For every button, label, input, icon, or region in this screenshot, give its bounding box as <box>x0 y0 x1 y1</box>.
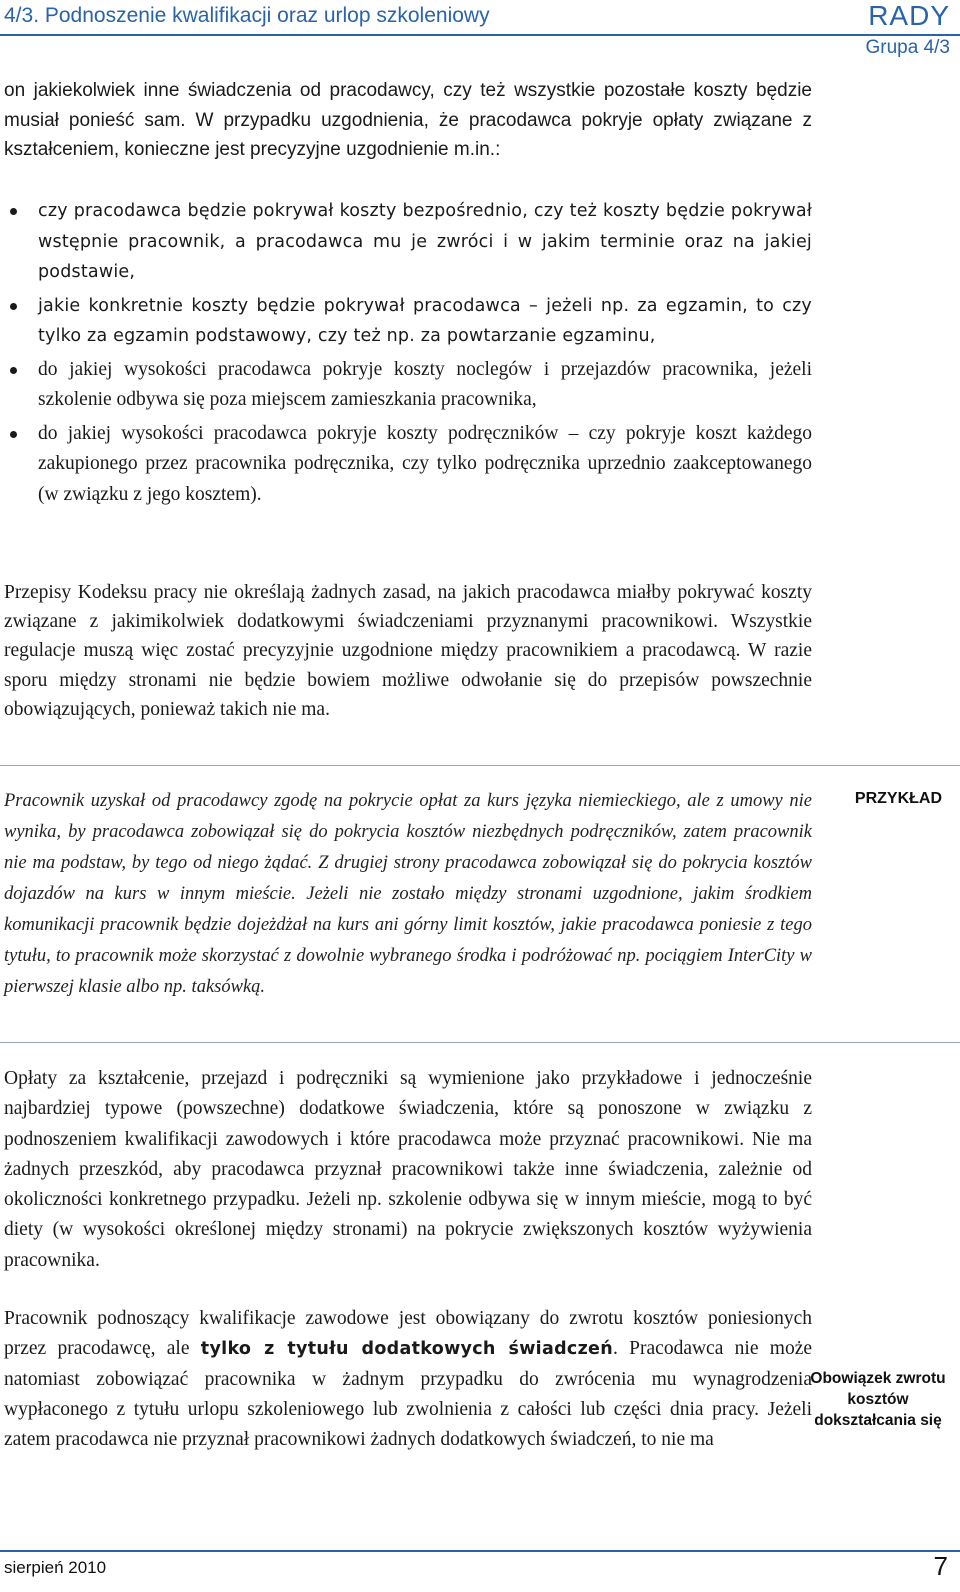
bullet-icon <box>10 303 17 310</box>
list-item-text: do jakiej wysokości pracodawca pokryje koszty noclegów i przejazdów pracownika, jeżeli szkolenie odbywa się poza miejscem zamieszkania pracownika, <box>38 358 812 410</box>
footer-divider <box>0 1550 960 1552</box>
obligation-text-end: . Pracodawca nie może natomiast zobowiązać pracownika w żadnym przypadku do zwrócenia mu wynagrodzenia wypłaconego z tytułu urlopu szkoleniowego lub zwolnienia z całości lub części dnia pracy. Jeżeli zatem pracodawca nie przyznał pracownikowi żadnych dodatkowych świadczeń, to nie ma <box>4 1338 812 1451</box>
bullet-icon <box>10 208 17 215</box>
obligation-paragraph <box>4 1304 812 1455</box>
obligation-emphasis: tylko z tytułu dodatkowych świadczeń <box>200 1339 613 1360</box>
example-label: PRZYKŁAD <box>854 790 942 807</box>
list-item <box>4 291 812 352</box>
example-text: Pracownik uzyskał od pracodawcy zgodę na pokrycie opłat za kurs języka niemieckiego, ale z umowy nie wynika, by pracodawca zobowiązał się do pokrycia kosztów niezbędnych podręczników, zatem pracownik nie ma podstaw, by tego od niego żądać. Z drugiej strony pracodawca zobowiązał się do pokrycia kosztów dojazdów na kurs w innym mieście. Jeżeli nie zostało między stronami uzgodnione, jakim środkiem komunikacji pracownik będzie dojeżdżał na kurs ani górny limit kosztów, jakie pracodawca poniesie z tego tytułu, to pracownik może skorzystać z dowolnie wybranego środka i podróżować np. pociągiem InterCity w pierwszej klasie albo np. taksówką. <box>4 791 812 997</box>
margin-note: Obowiązek zwrotu kosztów dokształcania się <box>810 1370 946 1429</box>
obligation-text-start: Pracownik podnoszący kwalifikacje zawodowe jest obowiązany do zwrotu kosztów poniesionych przez pracodawcę, ale <box>4 1308 812 1360</box>
header-divider <box>0 34 960 36</box>
intro-paragraph: on jakiekolwiek inne świadczenia od pracodawcy, czy też wszystkie pozostałe koszty będzie musiał ponieść sam. W przypadku uzgodnienia, że pracodawca pokryje opłaty związane z kształceniem, konieczne jest precyzyjne uzgodnienie m.in.: <box>4 80 812 160</box>
list-item <box>4 355 812 416</box>
section-title: 4/3. Podnoszenie kwalifikacji oraz urlop szkoleniowy <box>4 4 490 27</box>
list-item-text: jakie konkretnie koszty będzie pokrywał pracodawca – jeżeli np. za egzamin, to czy tylko za egzamin podstawowy, czy też np. za powtarzanie egzaminu, <box>38 295 812 346</box>
page-number: 7 <box>933 1551 948 1581</box>
bullet-icon <box>10 367 17 374</box>
footer-date: sierpień 2010 <box>4 1558 107 1577</box>
group-label: Grupa 4/3 <box>865 37 950 58</box>
section-divider <box>0 765 960 766</box>
brand-name: RADY <box>868 0 950 31</box>
list-item <box>4 196 812 288</box>
bullet-icon <box>10 431 17 438</box>
list-item-text: do jakiej wysokości pracodawca pokryje koszty podręczników – czy pokryje koszt każdego zakupionego przez pracownika podręcznika, czy tylko podręcznika uprzednio zaakceptowanego (w związku z jego kosztem). <box>38 422 812 505</box>
regulations-paragraph: Przepisy Kodeksu pracy nie określają żadnych zasad, na jakich pracodawca miałby pokrywać koszty związane z jakimikolwiek dodatkowymi świadczeniami przyznanymi pracownikowi. Wszystkie regulacje muszą więc zostać precyzyjnie uzgodnione między pracownikiem a pracodawcą. W razie sporu między stronami nie będzie bowiem możliwe odwołanie się do przepisów powszechnie obowiązujących, ponieważ takich nie ma. <box>4 582 812 720</box>
list-item <box>4 419 812 511</box>
requirements-list <box>4 196 812 513</box>
section-divider <box>0 1042 960 1043</box>
list-item-text: czy pracodawca będzie pokrywał koszty bezpośrednio, czy też koszty będzie pokrywał wstępnie pracownik, a pracodawca mu je zwróci i w jakim terminie oraz na jakiej podstawie, <box>38 201 812 282</box>
benefits-paragraph: Opłaty za kształcenie, przejazd i podręczniki są wymienione jako przykładowe i jednocześnie najbardziej typowe (powszechne) dodatkowe świadczenia, które są ponoszone w związku z podnoszeniem kwalifikacji zawodowych i które pracodawca może przyznać pracownikowi. Nie ma żadnych przeszkód, aby pracodawca przyznał pracownikowi także inne świadczenia, zależnie od okoliczności konkretnego przypadku. Jeżeli np. szkolenie odbywa się w innym mieście, mogą to być diety (w wysokości określonej między stronami) na pokrycie zwiększonych kosztów wyżywienia pracownika. <box>4 1068 812 1271</box>
